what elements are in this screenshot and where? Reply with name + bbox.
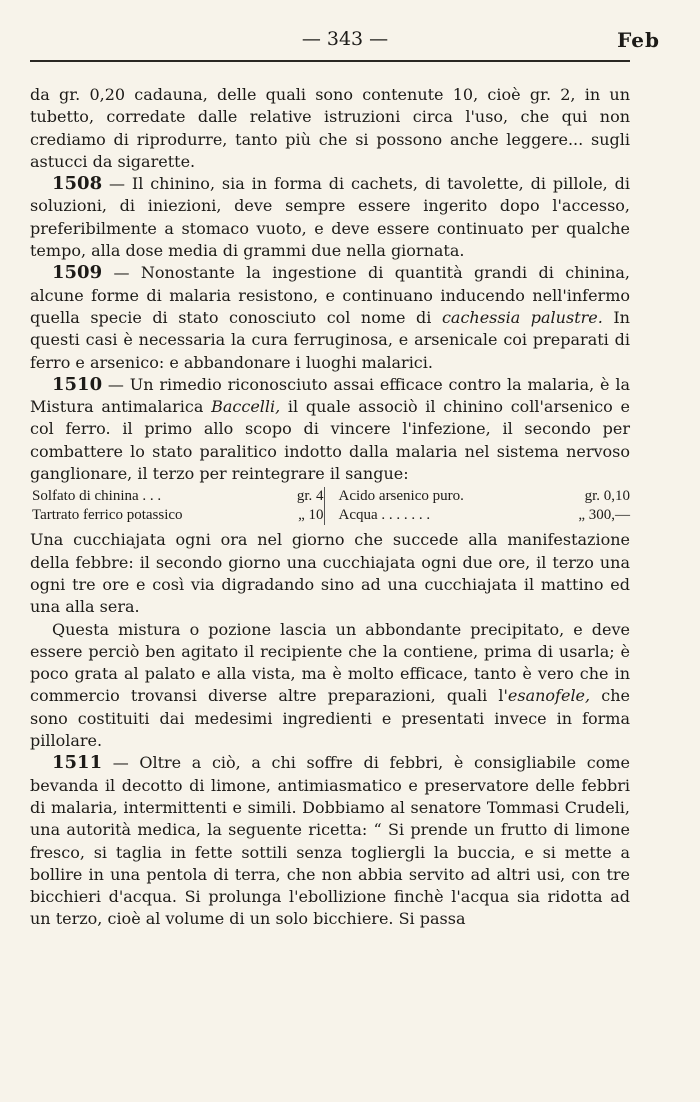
- recipe-column-left: [30, 487, 324, 525]
- recipe-line: Acqua . . . . . . . „ 300,—: [338, 507, 630, 524]
- section-number: 1509: [52, 262, 103, 284]
- recipe-table: [30, 487, 630, 525]
- recipe-line: Tartrato ferrico potassico „ 10: [32, 507, 324, 524]
- paragraph-1508: 1508 — Il chinino, sia in forma di cachets, di tavolette, di pillole, di soluzioni, di iniezioni, deve sempre essere ingerito dopo l'accesso, preferibilmente a stomaco vuoto, e deve essere continuato per qualche tempo, alla dose media di grammi due nella giornata.: [30, 173, 630, 261]
- paragraph-continuation: da gr. 0,20 cadauna, delle quali sono contenute 10, cioè gr. 2, in un tubetto, corredate dalle relative istruzioni circa l'uso, che qui non crediamo di riprodurre, tanto più che si possono anche leggere... sugli astucci da sigarette.: [30, 85, 630, 171]
- header-rule: [30, 60, 630, 62]
- recipe-column-right: [324, 487, 631, 525]
- paragraph-1509: 1509 — Nonostante la ingestione di quantità grandi di chinina, alcune forme di malaria resistono, e continuano inducendo nell'infermo quella specie di stato conosciuto col nome di cachessia palustre. In questi casi è necessaria la cura ferruginosa, e arsenicale coi preparati di ferro e arsenico: e abbandonare i luoghi malarici.: [30, 262, 630, 372]
- paragraph-dosage: Una cucchiajata ogni ora nel giorno che succede alla manifestazione della febbre: il secondo giorno una cucchiajata ogni due ore, il terzo una ogni tre ore e così via digradando sino ad una cucchiajata il mattino ed una alla sera.: [30, 530, 630, 617]
- section-number: 1508: [52, 173, 103, 195]
- paragraph-1510: 1510 — Un rimedio riconosciuto assai efficace contro la malaria, è la Mistura antimalarica Baccelli, il quale associò il chinino coll'arsenico e col ferro. il primo allo scopo di vincere l'infezione, il secondo per combattere lo stato paralitico indotto dalla malaria nel sistema nervoso ganglionare, il terzo per reintegrare il sangue:: [30, 373, 630, 484]
- recipe-line: Acido arsenico puro. gr. 0,10: [338, 488, 630, 505]
- running-head-month: Feb: [617, 28, 660, 52]
- paragraph-1511: 1511 — Oltre a ciò, a chi soffre di febbri, è consigliabile come bevanda il decotto di limone, antimiasmatico e preservatore delle febbri di malaria, intermittenti e simili. Dobbiamo al senatore Tommasi Crudeli, una autorità medica, la seguente ricetta: “ Si prende un frutto di limone fresco, si taglia in fette sottili senza togliergli la buccia, e si mette a bollire in una pentola di terra, che non abbia servito ad altri usi, con tre bicchieri d'acqua. Si prolunga l'ebollizione finchè l'acqua sia ridotta ad un terzo, cioè al volume di un solo bicchiere. Si passa: [30, 752, 630, 929]
- paragraph-mistura: Questa mistura o pozione lascia un abbondante precipitato, e deve essere perciò ben agitato il recipiente che la contiene, prima di usarla; è poco grata al palato e alla vista, ma è molto efficace, tanto è vero che in commercio trovansi diverse altre preparazioni, quali l'esanofele, che sono costituiti dai medesimi ingredienti e presentati invece in forma pillolare.: [30, 619, 631, 751]
- section-number: 1510: [52, 373, 103, 395]
- page-number: — 343 —: [301, 28, 389, 50]
- section-number: 1511: [52, 752, 103, 774]
- page-body: [30, 84, 630, 931]
- recipe-line: Solfato di chinina . . . gr. 4: [32, 488, 324, 505]
- page-header: [30, 28, 660, 58]
